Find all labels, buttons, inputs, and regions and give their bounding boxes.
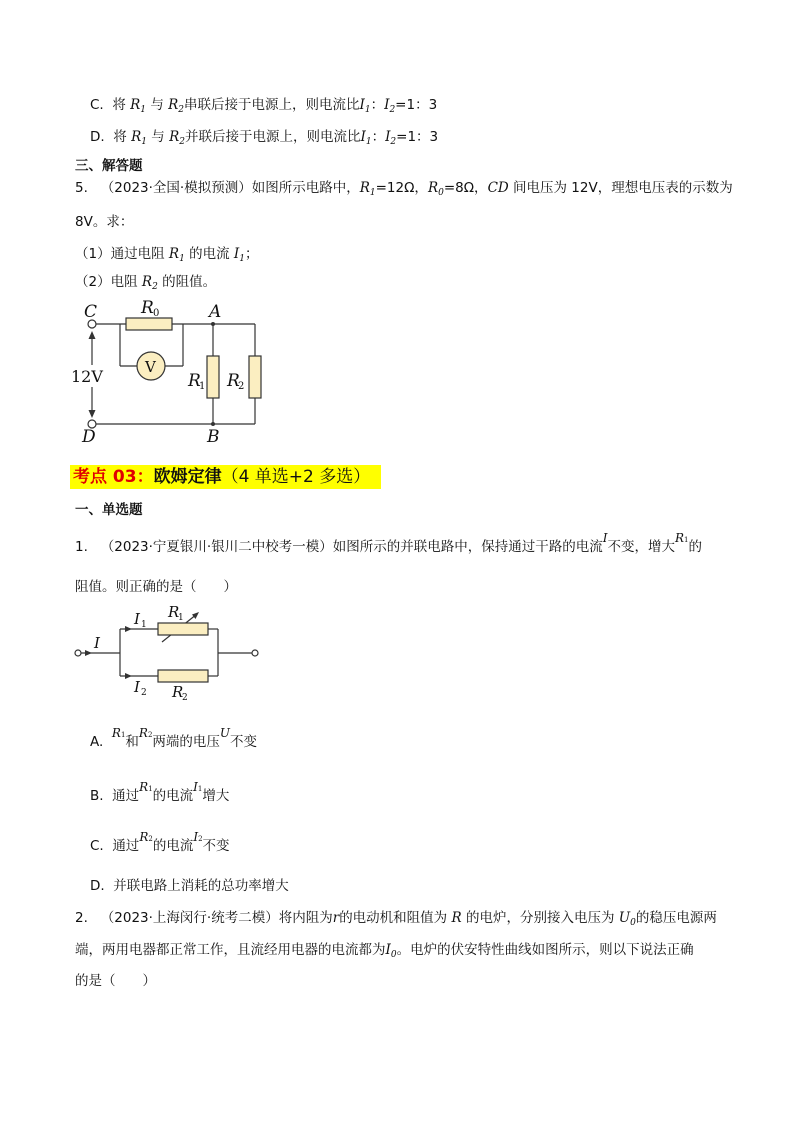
question-5-sub1: （1）通过电阻 $R_1$ 的电流 $I_1$；: [75, 246, 259, 264]
q1-option-d: D. 并联电路上消耗的总功率增大: [90, 878, 289, 894]
question-2-line1: 2. （2023·上海闵行·统考二模）将内阻为r的电动机和阻值为 R 的电炉，分别接入电压为 $U_0$的稳压电源两: [75, 910, 717, 928]
label-d: D: [82, 427, 96, 447]
svg-text:2: 2: [141, 688, 147, 698]
terminal-right: [252, 650, 258, 656]
svg-text:1: 1: [178, 613, 184, 623]
svg-text:R: R: [168, 603, 180, 621]
svg-text:1: 1: [141, 620, 147, 630]
circuit-diagram-q5: [65, 298, 280, 448]
q1-option-c: C. 通过$R^2$的电流$I^2$不变: [90, 830, 230, 854]
svg-text:2: 2: [238, 381, 245, 392]
option-c-top: C. 将 $R_1$ 与 $R_2$串联后接于电源上，则电流比$I_1$：$I_2=1$：3: [90, 97, 438, 115]
q1-option-a: A. $R^1$和$R^2$两端的电压U不变: [90, 726, 258, 750]
terminal-left: [75, 650, 81, 656]
q1-option-b: B. 通过$R^1$的电流$I^1$增大: [90, 780, 230, 804]
question-1-line1: 1. （2023·宁夏银川·银川二中校考一模）如图所示的并联电路中，保持通过干路的电流I不变，增大$R^1$的: [75, 531, 702, 555]
question-5-line2: 8V。求：: [75, 214, 134, 230]
section-title-single-choice: 一、单选题: [75, 502, 143, 518]
question-2-line2: 端，两用电器都正常工作，且流经用电器的电流都为$I_0$。电炉的伏安特性曲线如图所示，则以下说法正确: [75, 942, 694, 960]
resistor-r1: [207, 356, 219, 398]
circuit-diagram-q1: [68, 600, 268, 700]
section-title-answer: 三、解答题: [75, 158, 143, 174]
resistor-r2: [249, 356, 261, 398]
label-b: B: [207, 427, 220, 447]
svg-text:R: R: [227, 371, 240, 391]
svg-text:I: I: [134, 678, 140, 696]
svg-text:R: R: [141, 298, 154, 318]
question-1-line2: 阻值。则正确的是（ ）: [75, 579, 237, 595]
question-5-line1: 5. （2023·全国·模拟预测）如图所示电路中，$R_1=12\Omega$，$R_0=8\Omega$，CD 间电压为 12V，理想电压表的示数为: [75, 180, 733, 198]
svg-text:1: 1: [199, 381, 206, 392]
question-2-line3: 的是（ ）: [75, 973, 156, 989]
svg-text:R: R: [188, 371, 201, 391]
resistor-r2: [158, 670, 208, 682]
voltage-label: 12V: [71, 367, 103, 386]
rheostat-r1: [158, 623, 208, 635]
svg-text:R: R: [172, 683, 184, 700]
option-d-top: D. 将 $R_1$ 与 $R_2$并联后接于电源上，则电流比$I_1$：$I_2=1$：3: [90, 129, 439, 147]
topic-banner: 考点 03：欧姆定律（4 单选+2 多选）: [70, 465, 381, 489]
svg-text:I: I: [134, 610, 140, 628]
voltmeter-label: V: [145, 358, 156, 376]
svg-text:2: 2: [182, 693, 188, 700]
label-a: A: [209, 302, 222, 322]
question-5-sub2: （2）电阻 $R_2$ 的阻值。: [75, 274, 217, 292]
svg-text:I: I: [94, 634, 100, 652]
svg-text:0: 0: [153, 308, 160, 319]
resistor-r0: [126, 318, 172, 330]
label-c: C: [84, 302, 98, 322]
